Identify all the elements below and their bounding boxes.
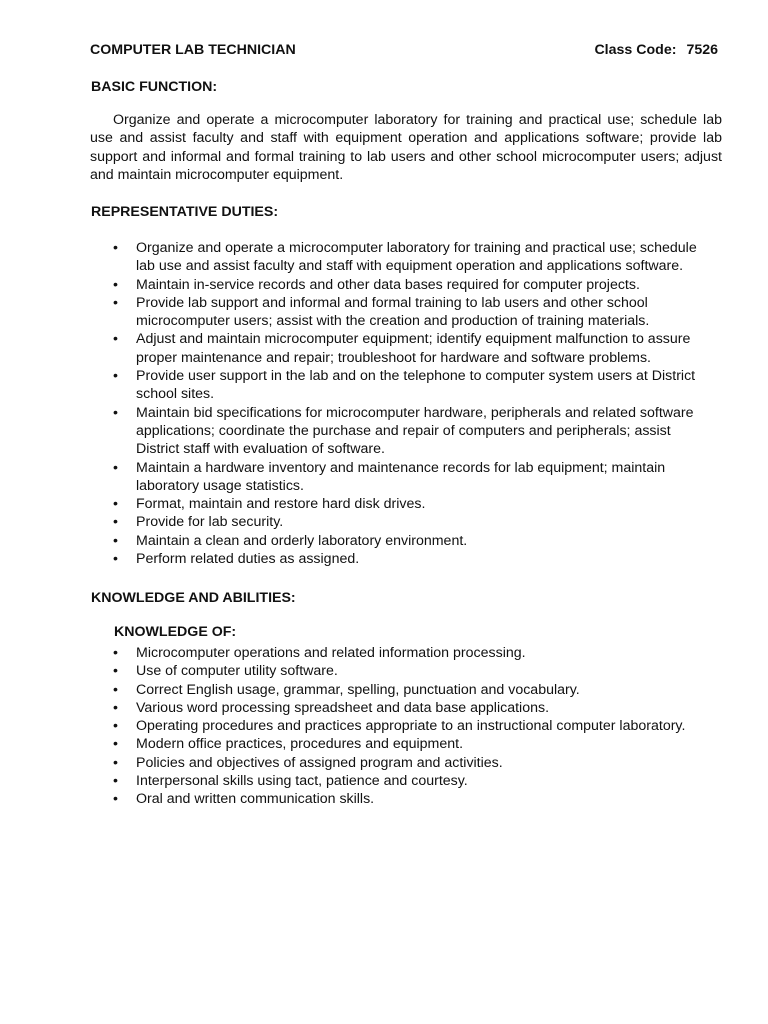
list-item (0, 699, 716, 717)
list-item-text: Modern office practices, procedures and equipment. (136, 736, 464, 753)
list-item-text: Maintain a hardware inventory and maintenance records for lab equipment; maintain laboratory usage statistics. (136, 459, 666, 494)
class-code-value: 7526 (686, 42, 718, 58)
list-item (0, 330, 716, 367)
list-item-text: Microcomputer operations and related information processing. (136, 645, 526, 661)
list-item (0, 550, 716, 568)
bullet-glyph: • (113, 645, 118, 661)
list-item (0, 681, 716, 699)
list-item-text: Oral and written communication skills. (136, 791, 375, 808)
list-item-text: Provide user support in the lab and on the telephone to computer system users at District school sites. (136, 368, 696, 403)
list-item (0, 644, 716, 662)
list-item (0, 735, 716, 753)
bullet-glyph: • (113, 404, 118, 421)
job-title: COMPUTER LAB TECHNICIAN (90, 42, 296, 58)
bullet-glyph: • (113, 294, 118, 311)
bullet-glyph: • (113, 754, 118, 771)
list-item (0, 532, 716, 550)
list-item (0, 662, 716, 680)
list-item (0, 513, 716, 531)
list-item (0, 459, 716, 496)
list-item-text: Correct English usage, grammar, spelling, punctuation and vocabulary. (136, 681, 580, 698)
bullet-glyph: • (113, 496, 118, 513)
bullet-glyph: • (113, 718, 118, 735)
duties-list (0, 239, 768, 568)
list-item-text: Various word processing spreadsheet and data base applications. (136, 699, 550, 716)
list-item (0, 404, 716, 459)
class-code (594, 41, 718, 59)
list-item (0, 790, 716, 808)
bullet-glyph: • (113, 663, 118, 680)
list-item-text: Operating procedures and practices appropriate to an instructional computer laboratory. (136, 718, 686, 735)
list-item-text: Interpersonal skills using tact, patience and courtesy. (136, 773, 468, 790)
bullet-glyph: • (113, 681, 118, 698)
list-item-text: Organize and operate a microcomputer laboratory for training and practical use; schedule lab use and assist faculty and staff with equipment operation and applications software. (136, 240, 697, 275)
knowledge-list (0, 644, 768, 809)
basic-function-text: Organize and operate a microcomputer laboratory for training and practical use; schedule lab use and assist faculty and staff with equipment operation and applications software; provide lab support and informal and formal training to lab users and other school microcomputer users; adjust and maintain microcomputer equipment. (90, 112, 722, 183)
knowledge-of-heading: KNOWLEDGE OF: (114, 624, 237, 640)
document-header (90, 41, 718, 59)
list-item (0, 772, 716, 790)
list-item-text: Provide lab support and informal and formal training to lab users and other school microcomputer users; assist with the creation and production of training materials. (136, 294, 650, 330)
list-item-text: Maintain a clean and orderly laboratory environment. (136, 532, 468, 549)
bullet-glyph: • (113, 551, 118, 568)
list-item-text: Use of computer utility software. (136, 663, 338, 680)
bullet-glyph: • (113, 773, 118, 790)
list-item (0, 717, 716, 735)
list-item (0, 754, 716, 772)
class-code-label: Class Code: (594, 42, 677, 58)
list-item (0, 239, 716, 276)
bullet-glyph: • (113, 240, 118, 256)
bullet-glyph: • (113, 368, 118, 385)
bullet-glyph: • (113, 331, 118, 348)
knowledge-and-abilities-heading: KNOWLEDGE AND ABILITIES: (91, 590, 296, 606)
bullet-glyph: • (113, 532, 118, 549)
bullet-glyph: • (113, 514, 118, 531)
list-item-text: Perform related duties as assigned. (136, 551, 360, 568)
list-item-text: Maintain in-service records and other data bases required for computer projects. (136, 276, 640, 293)
list-item (0, 294, 716, 331)
bullet-glyph: • (113, 736, 118, 753)
list-item-text: Adjust and maintain microcomputer equipment; identify equipment malfunction to assure proper maintenance and repair; troubleshoot for hardware and software problems. (136, 331, 691, 366)
representative-duties-heading: REPRESENTATIVE DUTIES: (91, 204, 279, 220)
list-item-text: Maintain bid specifications for microcomputer hardware, peripherals and related software applications; coordinate the purchase and repair of computers and peripherals; assist District staff with evaluation of software. (136, 404, 694, 458)
bullet-glyph: • (113, 276, 118, 293)
list-item (0, 495, 716, 513)
bullet-glyph: • (113, 699, 118, 716)
bullet-glyph: • (113, 459, 118, 476)
list-item-text: Provide for lab security. (136, 514, 284, 531)
list-item (0, 367, 716, 404)
bullet-glyph: • (113, 791, 118, 808)
list-item (0, 276, 716, 294)
basic-function-heading: BASIC FUNCTION: (91, 79, 218, 95)
list-item-text: Format, maintain and restore hard disk drives. (136, 496, 426, 513)
list-item-text: Policies and objectives of assigned program and activities. (136, 754, 503, 771)
